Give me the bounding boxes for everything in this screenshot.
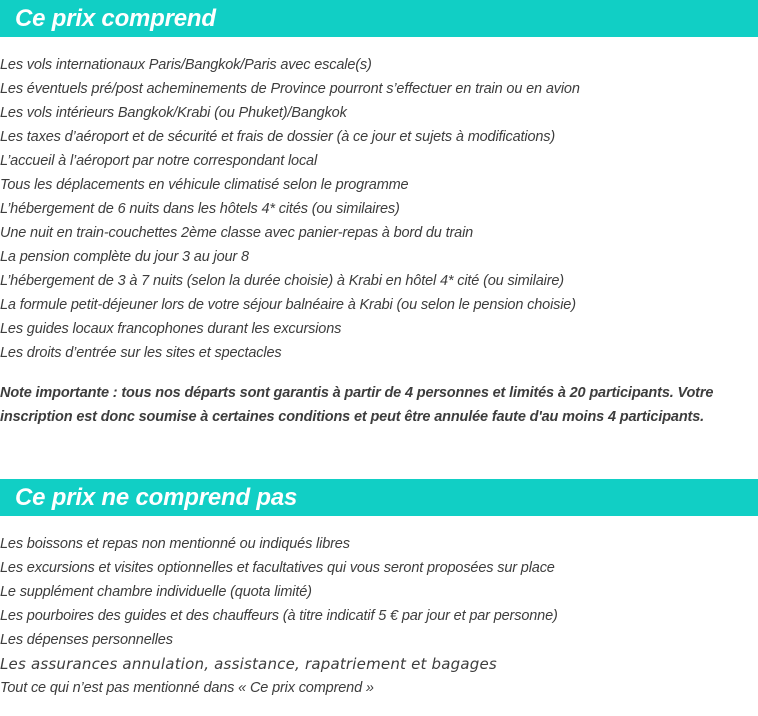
excluded-item: Tout ce qui n’est pas mentionné dans « Ce prix comprend » (0, 680, 374, 696)
excluded-section-header (0, 479, 758, 516)
included-item: La pension complète du jour 3 au jour 8 (0, 249, 249, 265)
included-section-header (0, 0, 758, 37)
included-item: Les droits d’entrée sur les sites et spectacles (0, 345, 282, 361)
excluded-item: Le supplément chambre individuelle (quota limité) (0, 584, 312, 600)
excluded-item: Les dépenses personnelles (0, 632, 173, 648)
included-item: Une nuit en train-couchettes 2ème classe avec panier-repas à bord du train (0, 225, 474, 241)
important-note: Note importante : tous nos départs sont garantis à partir de 4 personnes et limités à 20 participants. Votre inscription est donc soumise à certaines conditions et peut être annulée faute d'au moins 4 participants. (0, 385, 714, 425)
excluded-item: Les assurances annulation, assistance, rapatriement et bagages (0, 655, 497, 673)
included-section-title: Ce prix comprend (15, 5, 216, 32)
included-item: La formule petit-déjeuner lors de votre séjour balnéaire à Krabi (ou selon le pension choisie) (0, 297, 576, 313)
excluded-list (0, 532, 558, 700)
excluded-item: Les boissons et repas non mentionné ou indiqués libres (0, 536, 350, 552)
excluded-section-title: Ce prix ne comprend pas (15, 484, 298, 511)
included-item: Les vols intérieurs Bangkok/Krabi (ou Phuket)/Bangkok (0, 105, 347, 121)
included-item: Les guides locaux francophones durant les excursions (0, 321, 342, 337)
included-item: Tous les déplacements en véhicule climatisé selon le programme (0, 177, 409, 193)
included-item: L’hébergement de 3 à 7 nuits (selon la durée choisie) à Krabi en hôtel 4* cité (ou similaire) (0, 273, 564, 289)
excluded-item: Les pourboires des guides et des chauffeurs (à titre indicatif 5 € par jour et par personne) (0, 608, 558, 624)
included-item: Les éventuels pré/post acheminements de Province pourront s’effectuer en train ou en avion (0, 81, 580, 97)
included-item: L’accueil à l’aéroport par notre correspondant local (0, 153, 318, 169)
included-item: Les taxes d’aéroport et de sécurité et frais de dossier (à ce jour et sujets à modifications) (0, 129, 556, 145)
included-item: Les vols internationaux Paris/Bangkok/Paris avec escale(s) (0, 57, 372, 73)
excluded-item: Les excursions et visites optionnelles et facultatives qui vous seront proposées sur place (0, 560, 555, 576)
included-list (0, 53, 580, 365)
included-item: L’hébergement de 6 nuits dans les hôtels 4* cités (ou similaires) (0, 201, 400, 217)
